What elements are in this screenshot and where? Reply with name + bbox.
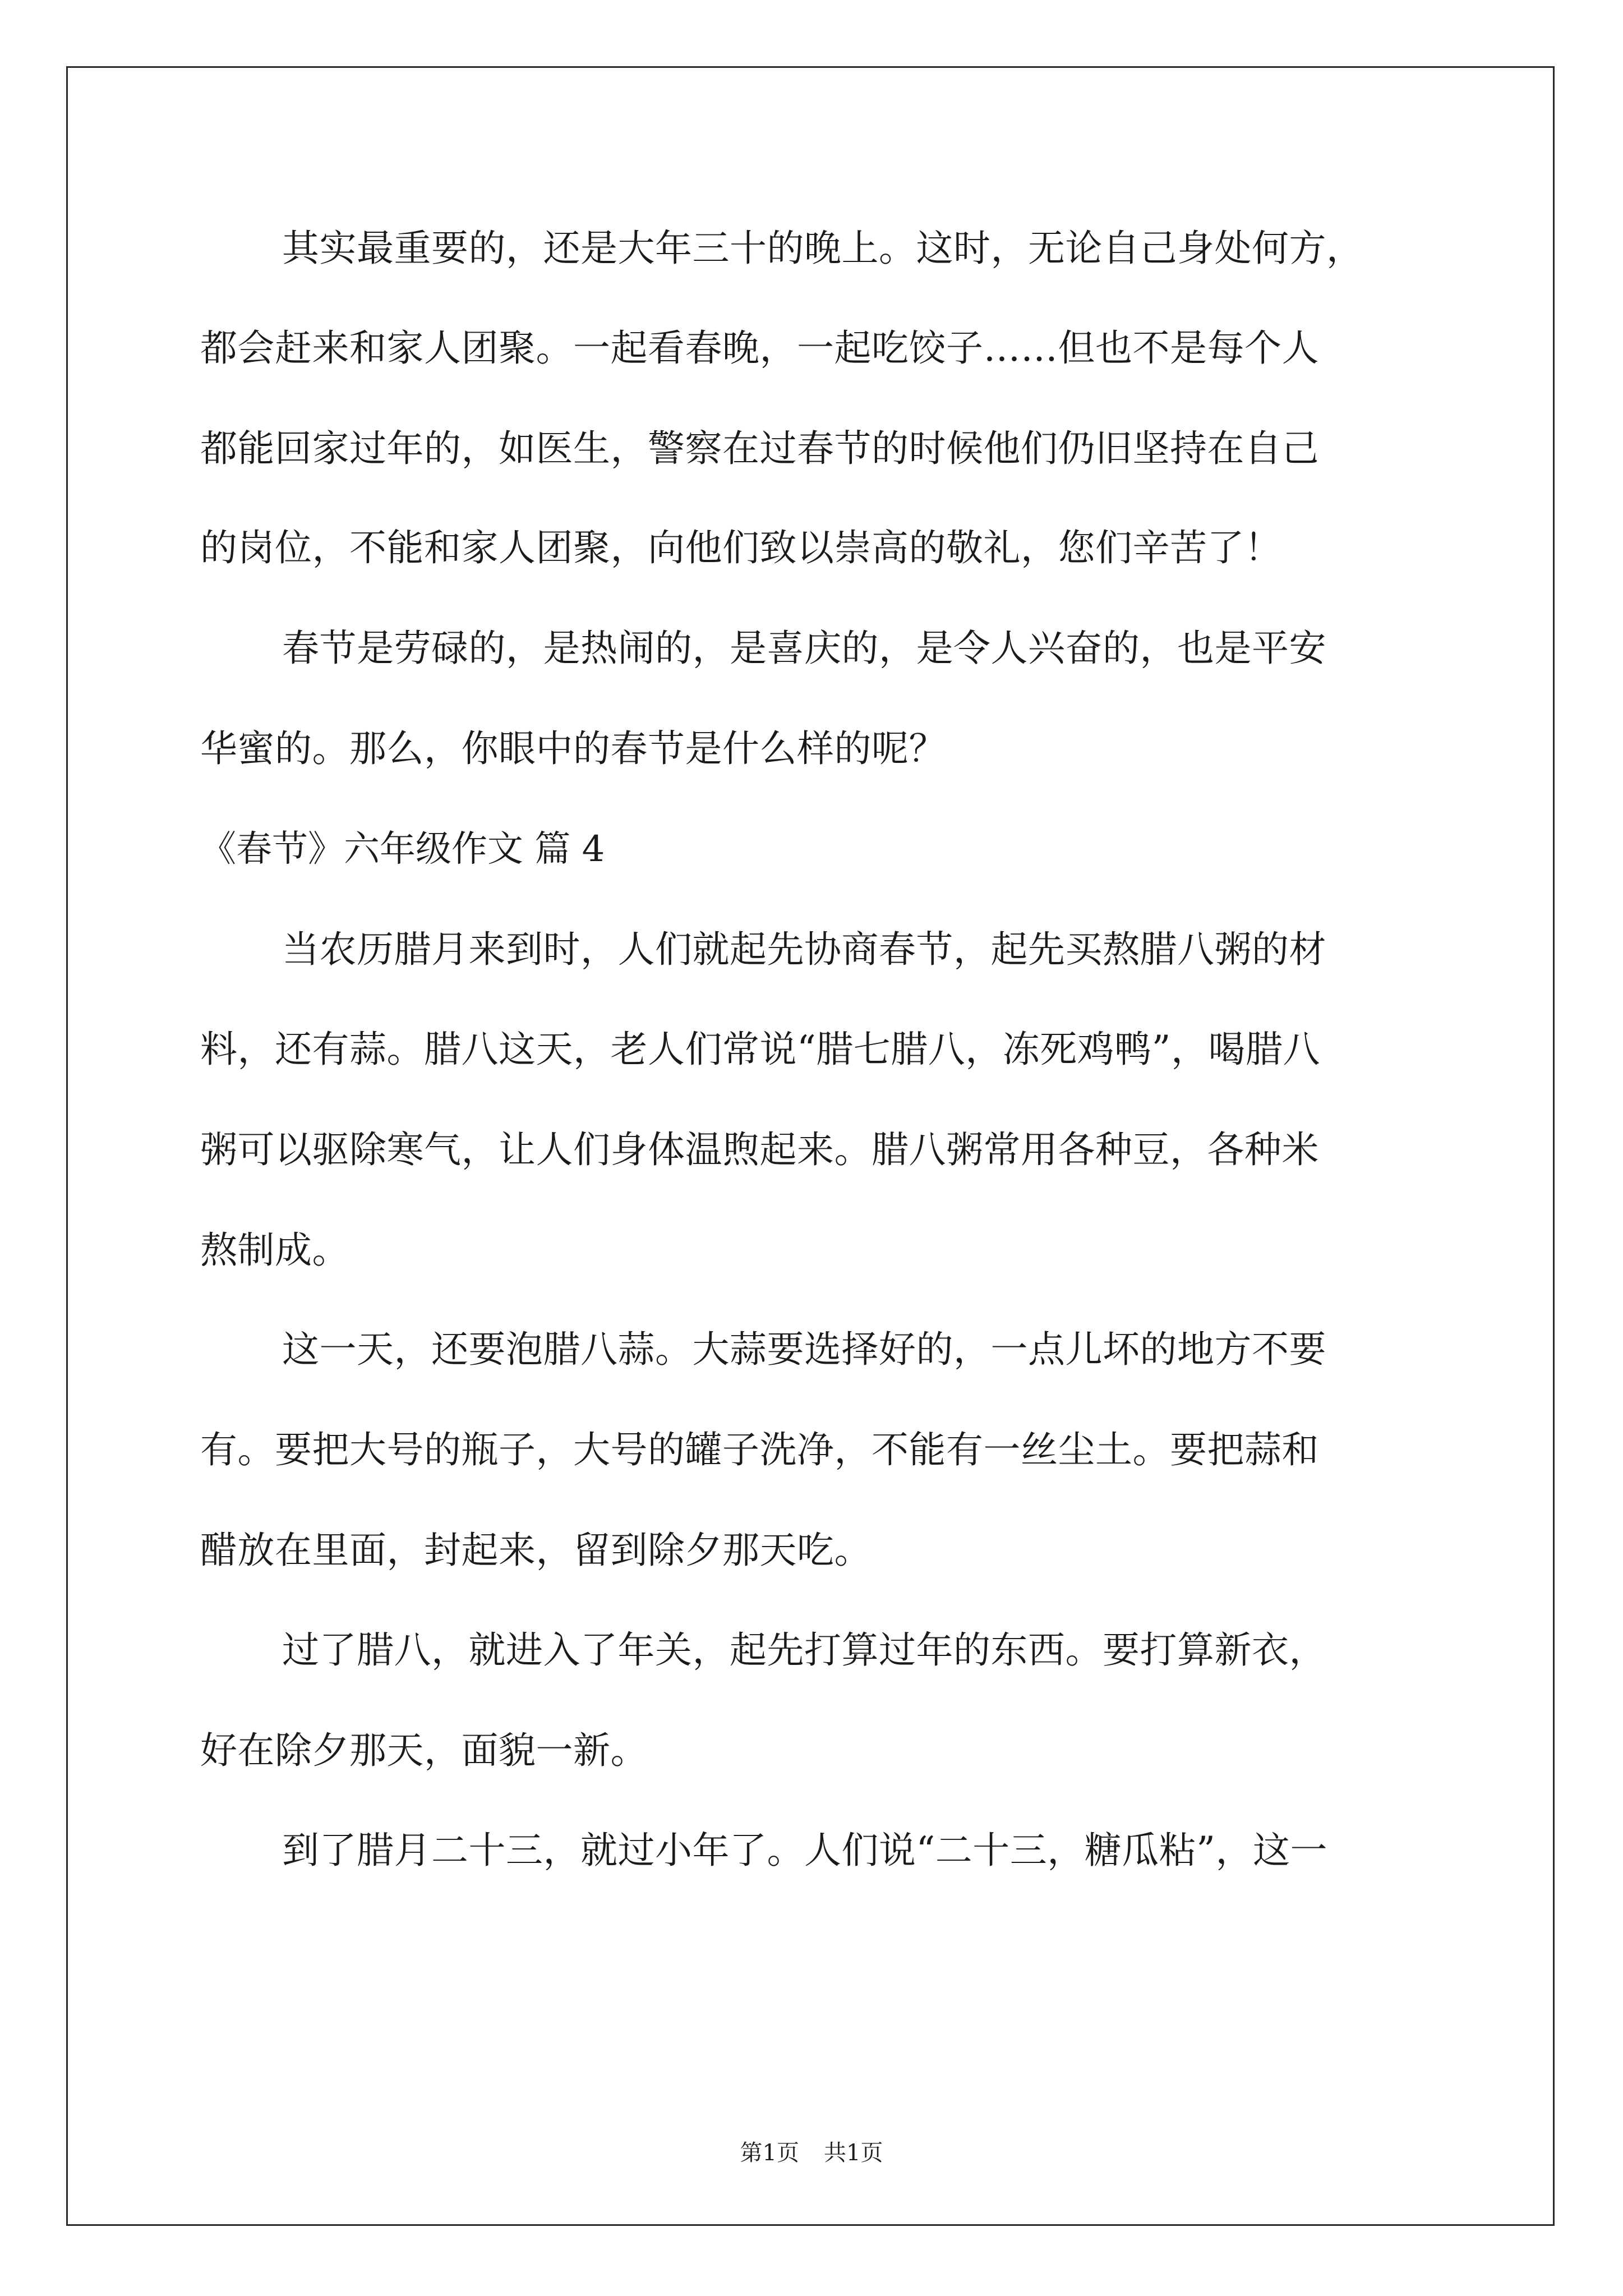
paragraph-line: 的岗位，不能和家人团聚，向他们致以崇高的敬礼，您们辛苦了！ [200,526,1282,569]
page-footer [0,2142,1623,2164]
paragraph-line: 当农历腊月来到时，人们就起先协商春节，起先买熬腊八粥的材 [282,928,1326,971]
paragraph-line: 都能回家过年的，如医生，警察在过春节的时候他们仍旧坚持在自己 [200,427,1319,470]
paragraph-line: 熬制成。 [200,1228,349,1272]
page-number: 第1页 [740,2140,799,2166]
paragraph-line: 这一天，还要泡腊八蒜。大蒜要选择好的，一点儿坏的地方不要 [282,1328,1326,1371]
paragraph-line: 都会赶来和家人团聚。一起看春晚，一起吃饺子……但也不是每个人 [200,326,1319,370]
paragraph-line: 华蜜的。那么，你眼中的春节是什么样的呢？ [200,727,946,770]
paragraph-line: 好在除夕那天，面貌一新。 [200,1729,648,1772]
paragraph-line: 过了腊八，就进入了年关，起先打算过年的东西。要打算新衣， [282,1628,1326,1672]
paragraph-line: 其实最重要的，还是大年三十的晚上。这时，无论自己身处何方， [282,227,1364,270]
paragraph-line: 料，还有蒜。腊八这天，老人们常说“腊七腊八，冻死鸡鸭”，喝腊八 [200,1028,1320,1071]
paragraph-line: 粥可以驱除寒气，让人们身体温煦起来。腊八粥常用各种豆，各种米 [200,1128,1319,1171]
paragraph-line: 到了腊月二十三，就过小年了。人们说“二十三，糖瓜粘”，这一 [282,1829,1327,1872]
paragraph-line: 春节是劳碌的，是热闹的，是喜庆的，是令人兴奋的，也是平安 [282,627,1326,670]
paragraph-line: 醋放在里面，封起来，留到除夕那天吃。 [200,1529,872,1572]
section-heading: 《春节》六年级作文 篇 4 [200,829,605,870]
paragraph-line: 有。要把大号的瓶子，大号的罐子洗净，不能有一丝尘土。要把蒜和 [200,1428,1319,1471]
page-total: 共1页 [824,2140,883,2166]
